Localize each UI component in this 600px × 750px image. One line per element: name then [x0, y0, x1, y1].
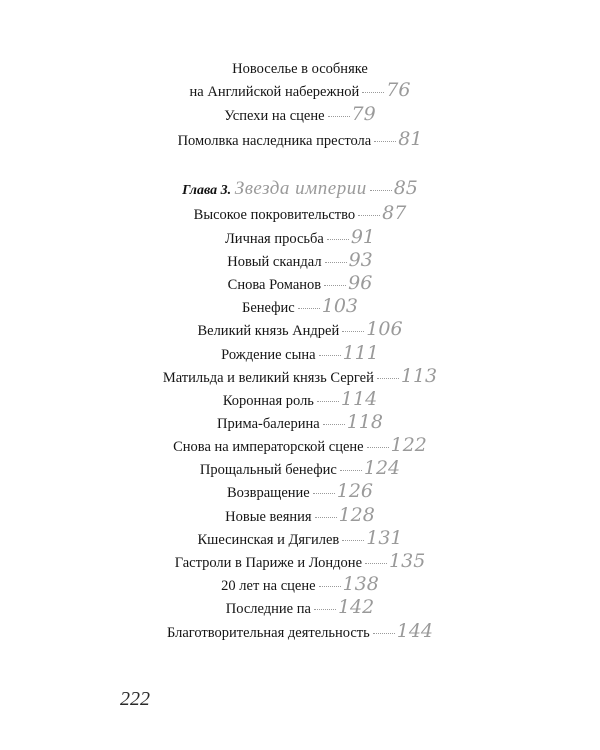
toc-page-number: 106 — [366, 318, 403, 340]
toc-page-number: 96 — [348, 272, 373, 294]
leader-dots — [367, 447, 389, 448]
toc-entry-title: Кшесинская и Дягилев — [197, 532, 340, 548]
leader-dots — [377, 378, 399, 379]
leader-dots — [319, 355, 341, 356]
toc-entry — [0, 103, 600, 127]
chapter-label: Глава 3. — [182, 183, 232, 198]
toc-page-number: 111 — [342, 342, 379, 364]
toc-page-number: 87 — [382, 202, 407, 224]
toc-entry — [0, 342, 600, 366]
leader-dots — [298, 308, 320, 309]
toc-page-number: 124 — [363, 457, 401, 479]
toc-entry-title: Успехи на сцене — [224, 108, 325, 124]
toc-page-number: 122 — [390, 434, 427, 456]
toc-page-number: 144 — [396, 620, 434, 642]
toc-entry-title: Прима-балерина — [217, 416, 320, 432]
toc-entry — [0, 58, 600, 80]
leader-dots — [327, 239, 349, 240]
leader-dots — [340, 470, 362, 471]
leader-dots — [328, 116, 350, 117]
leader-dots — [325, 262, 347, 263]
toc-entry-title: Благотворительная деятельность — [166, 625, 370, 641]
leader-dots — [319, 586, 341, 587]
toc-entry — [0, 457, 600, 481]
leader-dots — [342, 540, 364, 541]
leader-dots — [317, 401, 339, 402]
toc-entry — [0, 318, 600, 342]
toc-entry-title: Последние па — [225, 601, 311, 617]
toc-page-number: 138 — [342, 573, 379, 595]
toc-page-number: 103 — [321, 295, 358, 317]
toc-page-number: 85 — [393, 177, 418, 199]
toc-entry-title: Бенефис — [242, 300, 295, 316]
chapter-title: Звезда империи — [234, 178, 367, 199]
toc-page-number: 79 — [351, 103, 376, 125]
toc-entry-title: Новый скандал — [227, 254, 322, 270]
toc-entry-title: Высокое покровительство — [193, 207, 356, 223]
toc-entry — [0, 550, 600, 574]
toc-entry — [0, 202, 600, 226]
toc-entry-title: Снова Романов — [227, 277, 322, 293]
toc-entry — [0, 128, 600, 152]
toc-entry — [0, 527, 600, 551]
leader-dots — [374, 141, 396, 142]
toc-entry-title: 20 лет на сцене — [221, 578, 316, 594]
toc-page-number: 114 — [340, 388, 378, 410]
toc-entry-title: Великий князь Андрей — [197, 323, 340, 339]
toc-page-number: 135 — [389, 550, 426, 572]
leader-dots — [358, 215, 380, 216]
toc-entry-title: Матильда и великий князь Сергей — [162, 370, 374, 386]
leader-dots — [362, 92, 384, 93]
toc-entry-title: Возвращение — [226, 485, 310, 501]
chapter-heading — [0, 177, 600, 202]
toc-entry-title: Рождение сына — [221, 347, 316, 363]
toc-entry-title: Снова на императорской сцене — [173, 439, 364, 455]
toc-entry — [0, 480, 600, 504]
leader-dots — [365, 563, 387, 564]
toc-entry — [0, 365, 600, 389]
toc-entry-title: Новоселье в особняке — [232, 61, 368, 77]
toc-entry — [0, 434, 600, 458]
toc-entry-title: Личная просьба — [224, 231, 324, 247]
leader-dots — [373, 633, 395, 634]
toc-page-number: 142 — [337, 596, 375, 618]
toc-entry-title: Новые веяния — [225, 509, 312, 525]
leader-dots — [370, 190, 392, 191]
toc-page-number: 128 — [338, 504, 375, 526]
toc-page-number: 81 — [398, 128, 423, 150]
toc-entry — [0, 388, 600, 412]
toc-entry-title: Коронная роль — [222, 393, 314, 409]
toc-entry — [0, 295, 600, 319]
toc-entry-title: Помолвка наследника престола — [177, 133, 372, 149]
toc-entry — [0, 411, 600, 435]
leader-dots — [315, 517, 337, 518]
toc-page-number: 113 — [400, 365, 438, 387]
toc-entry — [0, 573, 600, 597]
leader-dots — [323, 424, 345, 425]
toc-entry — [0, 504, 600, 528]
toc-page-number: 76 — [386, 79, 411, 101]
toc-entry — [0, 596, 600, 620]
toc-page-number: 93 — [348, 249, 373, 271]
toc-entry — [0, 79, 600, 103]
leader-dots — [324, 285, 346, 286]
toc-entry-title: на Английской набережной — [189, 84, 360, 100]
leader-dots — [314, 609, 336, 610]
toc-page-number: 126 — [336, 480, 373, 502]
toc-page-number: 118 — [346, 411, 383, 433]
toc-entry — [0, 249, 600, 273]
leader-dots — [313, 493, 335, 494]
toc-page-number: 91 — [350, 226, 376, 248]
toc-entry — [0, 272, 600, 296]
toc-entry — [0, 620, 600, 644]
page-number: 222 — [120, 688, 150, 710]
toc-entry — [0, 226, 600, 250]
toc-entry-title: Прощальный бенефис — [199, 462, 337, 478]
toc-entry-title: Гастроли в Париже и Лондоне — [174, 555, 363, 571]
leader-dots — [342, 331, 364, 332]
toc-page-number: 131 — [366, 527, 403, 549]
